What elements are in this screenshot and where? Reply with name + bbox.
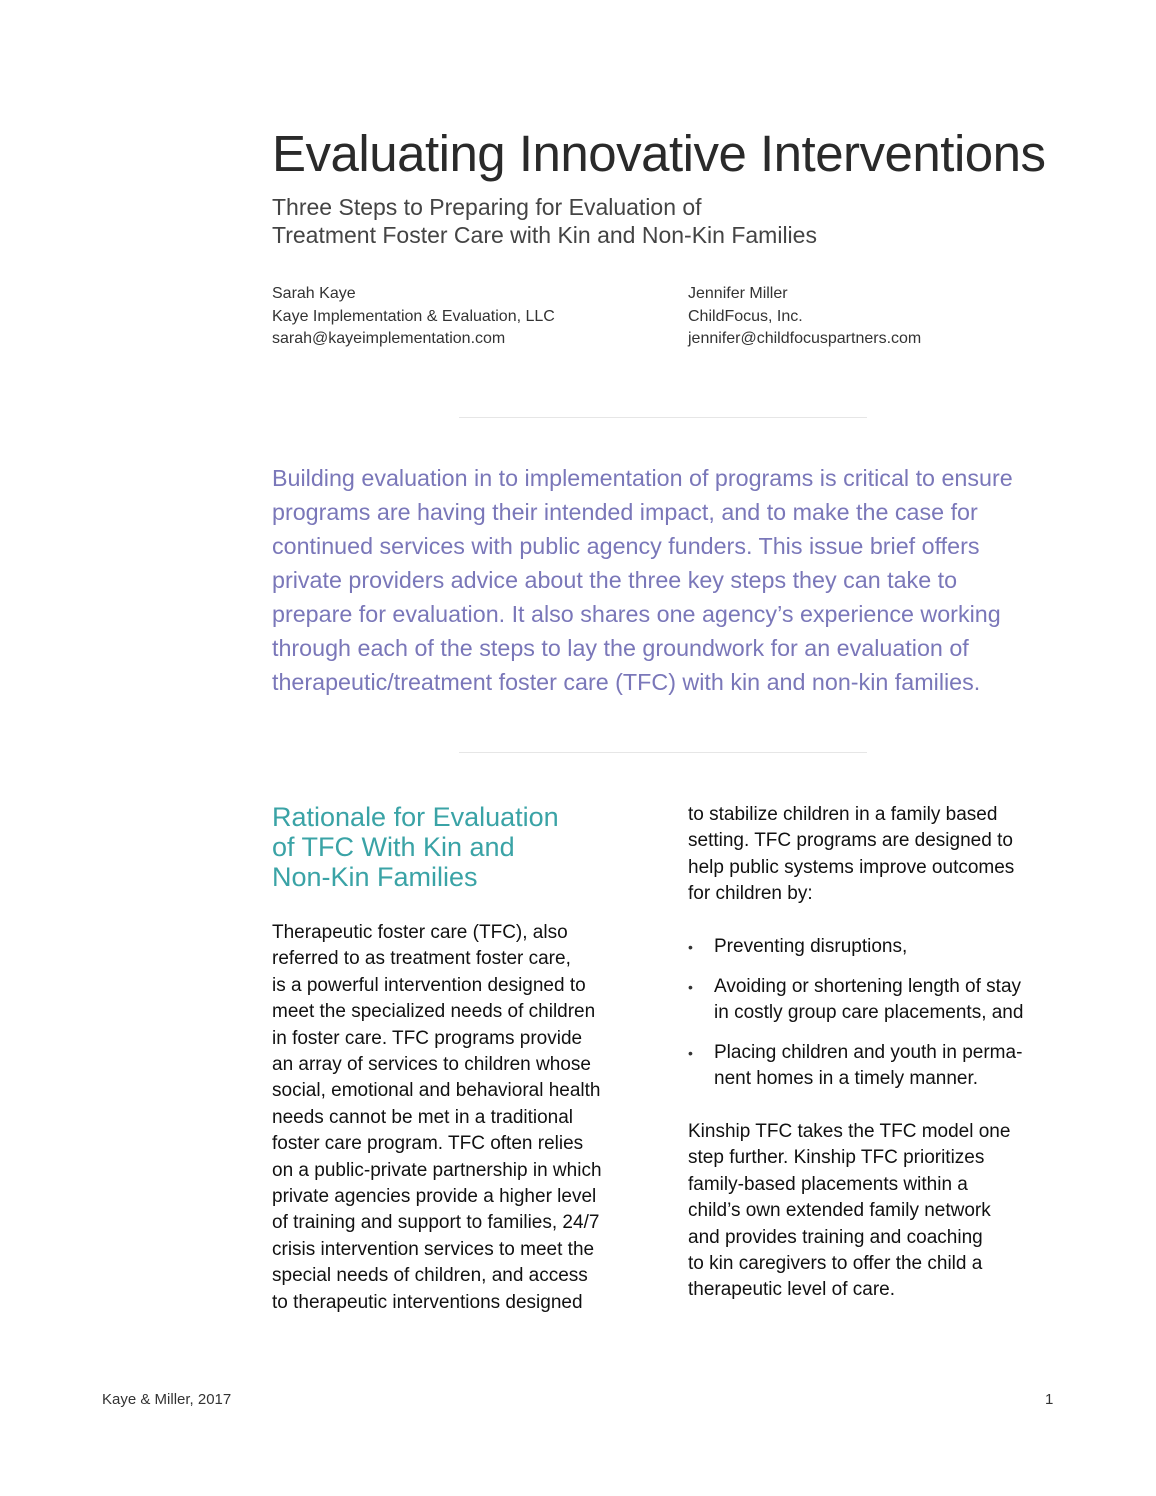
- divider-top: [459, 417, 867, 418]
- bullet-icon: •: [688, 1045, 693, 1061]
- author-organization: Kaye Implementation & Evaluation, LLC: [272, 307, 555, 325]
- author-organization: ChildFocus, Inc.: [688, 307, 803, 325]
- author-email: sarah@kayeimplementation.com: [272, 330, 506, 347]
- body-line: Therapeutic foster care (TFC), also: [272, 922, 568, 943]
- section-heading-line: Non-Kin Families: [272, 862, 478, 892]
- body-line: meet the specialized needs of children: [272, 1001, 596, 1023]
- bullet-icon: •: [688, 979, 693, 995]
- body-line: to therapeutic interventions designed: [272, 1291, 583, 1313]
- lead-line: through each of the steps to lay the groundwork for an evaluation of: [272, 635, 969, 661]
- body-line: referred to as treatment foster care,: [272, 948, 571, 970]
- body-line: Kinship TFC takes the TFC model one: [688, 1121, 1011, 1142]
- body-left-column: [272, 920, 602, 1316]
- body-line: help public systems improve outcomes: [688, 856, 1015, 878]
- bullet-line: in costly group care placements, and: [714, 1002, 1024, 1024]
- page-number: 1: [1045, 1391, 1054, 1408]
- section-heading-line: of TFC With Kin and: [272, 832, 515, 862]
- document-title: Evaluating Innovative Interventions: [272, 125, 1046, 182]
- body-line: an array of services to children whose: [272, 1054, 591, 1076]
- bullet-item: [688, 1040, 1022, 1093]
- bullet-item: [688, 934, 907, 960]
- lead-line: Building evaluation in to implementation of programs is critical to ensure: [272, 465, 1013, 491]
- body-line: therapeutic level of care.: [688, 1279, 896, 1301]
- body-line: setting. TFC programs are designed to: [688, 830, 1013, 852]
- subtitle-line: Treatment Foster Care with Kin and Non-Kin Families: [272, 222, 817, 248]
- body-right-column-kinship: [688, 1119, 1010, 1304]
- footer-citation: Kaye & Miller, 2017: [102, 1391, 232, 1408]
- body-line: in foster care. TFC programs provide: [272, 1027, 583, 1049]
- divider-bottom: [459, 752, 867, 753]
- author-name: Jennifer Miller: [688, 285, 788, 302]
- lead-line: continued services with public agency funders. This issue brief offers: [272, 533, 980, 559]
- document-subtitle: [272, 193, 817, 249]
- body-line: step further. Kinship TFC prioritizes: [688, 1147, 985, 1169]
- body-line: for children by:: [688, 883, 813, 905]
- body-line: of training and support to families, 24/7: [272, 1212, 600, 1234]
- body-line: family-based placements within a: [688, 1173, 968, 1195]
- bullet-item: [688, 974, 1023, 1027]
- body-line: special needs of children, and access: [272, 1265, 588, 1287]
- body-line: social, emotional and behavioral health: [272, 1080, 601, 1102]
- lead-line: private providers advice about the three key steps they can take to: [272, 567, 958, 593]
- lead-line: prepare for evaluation. It also shares one agency’s experience working: [272, 601, 1001, 627]
- lead-paragraph: [272, 461, 1072, 699]
- author-block-jennifer-miller: [688, 283, 921, 351]
- author-name: Sarah Kaye: [272, 285, 356, 302]
- body-right-column-intro: [688, 802, 1014, 908]
- body-line: foster care program. TFC often relies: [272, 1133, 584, 1155]
- body-line: to kin caregivers to offer the child a: [688, 1253, 983, 1275]
- bullet-line: nent homes in a timely manner.: [714, 1068, 979, 1090]
- body-line: crisis intervention services to meet the: [272, 1238, 595, 1260]
- section-heading: [272, 802, 559, 892]
- subtitle-line: Three Steps to Preparing for Evaluation of: [272, 194, 702, 220]
- body-line: private agencies provide a higher level: [272, 1186, 597, 1208]
- lead-line: therapeutic/treatment foster care (TFC) with kin and non-kin families.: [272, 669, 981, 695]
- bullet-line: Placing children and youth in perma-: [714, 1042, 1023, 1063]
- body-line: to stabilize children in a family based: [688, 804, 998, 825]
- body-line: needs cannot be met in a traditional: [272, 1106, 574, 1128]
- author-block-sarah-kaye: [272, 283, 555, 351]
- bullet-line: Avoiding or shortening length of stay: [714, 976, 1022, 997]
- section-heading-line: Rationale for Evaluation: [272, 802, 559, 832]
- body-line: child’s own extended family network: [688, 1200, 991, 1222]
- body-line: and provides training and coaching: [688, 1226, 983, 1248]
- bullet-icon: •: [688, 939, 693, 955]
- body-line: on a public-private partnership in which: [272, 1159, 602, 1181]
- author-email: jennifer@childfocuspartners.com: [688, 330, 922, 347]
- lead-line: programs are having their intended impact, and to make the case for: [272, 499, 978, 525]
- bullet-line: Preventing disruptions,: [714, 936, 908, 957]
- body-line: is a powerful intervention designed to: [272, 974, 586, 996]
